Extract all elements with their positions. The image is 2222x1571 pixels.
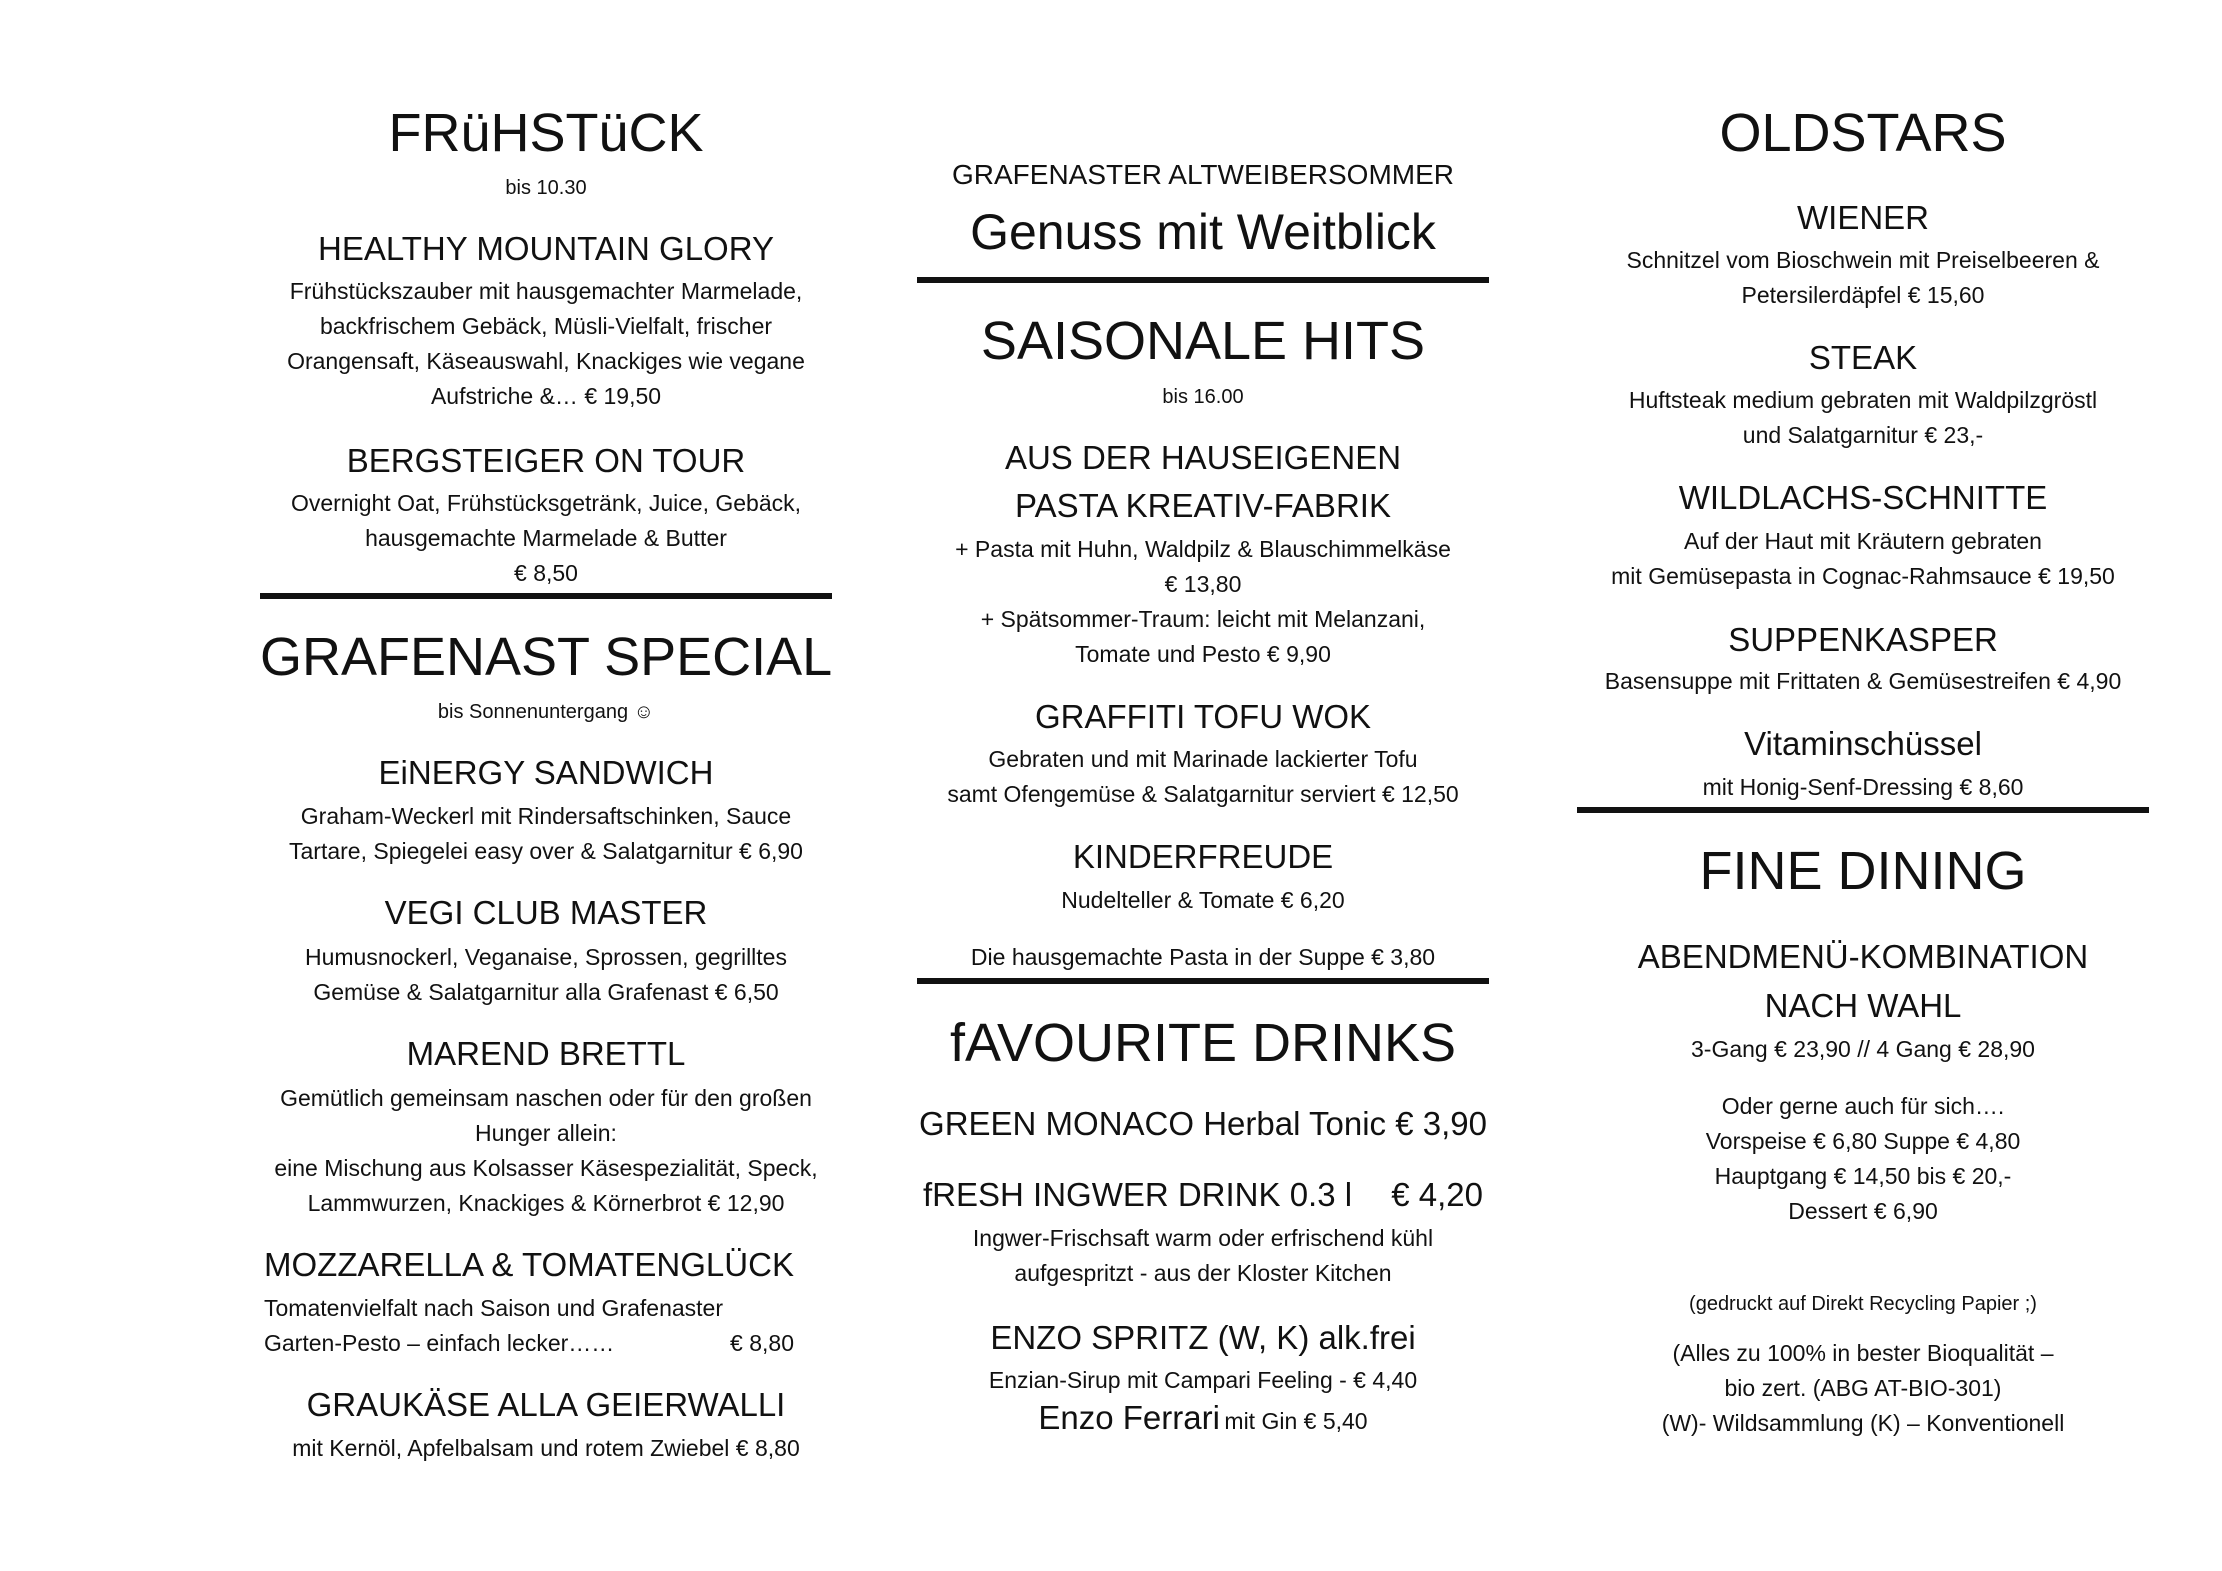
column-right (1577, 0, 2149, 1571)
item-line: € 13,80 (1164, 571, 1242, 597)
item-line: eine Mischung aus Kolsasser Käsespezialität, Speck, (274, 1155, 818, 1181)
divider (917, 978, 1489, 984)
item-line: Oder gerne auch für sich…. (1721, 1093, 2005, 1119)
drink-price: mit Gin € 5,40 (1224, 1408, 1368, 1434)
item-price-row (264, 1326, 794, 1361)
item-line: Gemüse & Salatgarnitur alla Grafenast € 6,50 (313, 979, 779, 1005)
item-line: Gebraten und mit Marinade lackierter Tofu (988, 746, 1418, 772)
item-line: und Salatgarnitur € 23,- (1742, 422, 1984, 448)
section-time: bis 10.30 (505, 177, 587, 199)
item-line: hausgemachte Marmelade & Butter (365, 525, 727, 551)
divider (1577, 807, 2149, 813)
header-title: Genuss mit Weitblick (970, 204, 1436, 260)
item-line: Gemütlich gemeinsam naschen oder für den großen (280, 1085, 812, 1111)
section-time: bis 16.00 (1162, 386, 1244, 408)
print-note: (gedruckt auf Direkt Recycling Papier ;) (1689, 1293, 2037, 1315)
item-name: KINDERFREUDE (1072, 838, 1334, 875)
drink-name: fRESH INGWER DRINK 0.3 l (923, 1176, 1353, 1213)
item-line: Basensuppe mit Frittaten & Gemüsestreifen € 4,90 (1604, 668, 2122, 694)
section-title-fruehstueck: FRüHSTüCK (388, 103, 704, 163)
item-line: Tomatenvielfalt nach Saison und Grafenaster (264, 1295, 723, 1321)
drink-green-monaco: GREEN MONACO Herbal Tonic € 3,90 (919, 1105, 1487, 1142)
item-line: Tartare, Spiegelei easy over & Salatgarnitur € 6,90 (289, 838, 803, 864)
drink-name: ENZO SPRITZ (W, K) alk.frei (990, 1319, 1416, 1356)
item-line: Orangensaft, Käseauswahl, Knackiges wie vegane (287, 348, 805, 374)
item-line: mit Kernöl, Apfelbalsam und rotem Zwiebel € 8,80 (292, 1435, 800, 1461)
section-title-drinks: fAVOURITE DRINKS (949, 1013, 1457, 1073)
item-line: Vorspeise € 6,80 Suppe € 4,80 (1705, 1128, 2021, 1154)
item-name: HEALTHY MOUNTAIN GLORY (318, 230, 774, 267)
item-line: backfrischem Gebäck, Müsli-Vielfalt, frischer (319, 313, 773, 339)
item-name: AUS DER HAUSEIGENEN (1004, 439, 1402, 476)
item-line: Tomate und Pesto € 9,90 (1075, 641, 1331, 667)
item-line: Aufstriche &… € 19,50 (430, 383, 662, 409)
footer-line: (Alles zu 100% in bester Bioqualität – (1672, 1340, 2054, 1366)
item-line: Overnight Oat, Frühstücksgetränk, Juice, Gebäck, (290, 490, 802, 516)
divider (260, 593, 832, 599)
item-line: € 8,50 (514, 560, 578, 586)
item-name: GRAUKÄSE ALLA GEIERWALLI (306, 1386, 786, 1423)
item-line: mit Honig-Senf-Dressing € 8,60 (1702, 774, 2024, 800)
section-title-oldstars: OLDSTARS (1719, 103, 2007, 163)
item-line: 3-Gang € 23,90 // 4 Gang € 28,90 (1691, 1036, 2035, 1062)
item-name: MOZZARELLA & TOMATENGLÜCK (264, 1246, 794, 1283)
footer-line: (W)- Wildsammlung (K) – Konventionell (1661, 1410, 2065, 1436)
item-name: ABENDMENÜ-KOMBINATION (1637, 938, 2089, 975)
drink-enzo-ferrari (917, 1398, 1489, 1445)
item-line: Hauptgang € 14,50 bis € 20,- (1714, 1163, 2012, 1189)
item-line: Ingwer-Frischsaft warm oder erfrischend kühl (972, 1225, 1434, 1251)
item-name: WILDLACHS-SCHNITTE (1678, 479, 2048, 516)
column-left (260, 0, 832, 1571)
item-line: Schnitzel vom Bioschwein mit Preiselbeeren & (1626, 247, 2100, 273)
item-line: Dessert € 6,90 (1788, 1198, 1938, 1224)
item-line: Auf der Haut mit Kräutern gebraten (1684, 528, 2042, 554)
section-title-special: GRAFENAST SPECIAL (260, 627, 833, 687)
item-name: PASTA KREATIV-FABRIK (1015, 487, 1391, 524)
item-line: Enzian-Sirup mit Campari Feeling - € 4,40 (988, 1367, 1418, 1393)
item-line: samt Ofengemüse & Salatgarnitur serviert € 12,50 (947, 781, 1459, 807)
item-name: VEGI CLUB MASTER (384, 894, 708, 931)
item-name: BERGSTEIGER ON TOUR (346, 442, 746, 479)
item-name: EiNERGY SANDWICH (378, 754, 714, 791)
section-title-fine-dining: FINE DINING (1699, 841, 2027, 901)
header-subtitle: GRAFENASTER ALTWEIBERSOMMER (952, 159, 1454, 190)
drink-ingwer-row (923, 1175, 1483, 1215)
drink-price: € 4,20 (1391, 1176, 1483, 1213)
item-line: Graham-Weckerl mit Rindersaftschinken, Sauce (300, 803, 792, 829)
item-name: Vitaminschüssel (1744, 725, 1982, 762)
item-line: Frühstückszauber mit hausgemachter Marmelade, (289, 278, 803, 304)
item-name: GRAFFITI TOFU WOK (1034, 698, 1372, 735)
item-name: NACH WAHL (1764, 987, 1962, 1024)
item-name: STEAK (1808, 339, 1918, 376)
drink-name: Enzo Ferrari (1038, 1399, 1220, 1436)
item-name: MAREND BRETTL (406, 1035, 686, 1072)
item-line: + Spätsommer-Traum: leicht mit Melanzani, (980, 606, 1426, 632)
column-middle (917, 0, 1489, 1571)
section-title-saisonale-hits: SAISONALE HITS (980, 311, 1426, 371)
item-line: + Pasta mit Huhn, Waldpilz & Blauschimmelkäse (955, 536, 1451, 562)
item-line: Garten-Pesto – einfach lecker…… (264, 1330, 615, 1356)
item-line: Humusnockerl, Veganaise, Sprossen, gegrilltes (305, 944, 787, 970)
divider (917, 277, 1489, 283)
item-name: SUPPENKASPER (1728, 621, 1998, 658)
item-name: WIENER (1797, 199, 1929, 236)
item-line: aufgespritzt - aus der Kloster Kitchen (1014, 1260, 1392, 1286)
item-line: mit Gemüsepasta in Cognac-Rahmsauce € 19,50 (1611, 563, 2115, 589)
footer-line: bio zert. (ABG AT-BIO-301) (1724, 1375, 2002, 1401)
section-time: bis Sonnenuntergang ☺ (437, 701, 655, 723)
item-line: Huftsteak medium gebraten mit Waldpilzgröstl (1628, 387, 2098, 413)
item-line: Petersilerdäpfel € 15,60 (1741, 282, 1985, 308)
pasta-note: Die hausgemachte Pasta in der Suppe € 3,80 (970, 944, 1436, 970)
item-price: € 8,80 (730, 1330, 794, 1356)
item-line: Nudelteller & Tomate € 6,20 (1061, 887, 1345, 913)
item-line: Lammwurzen, Knackiges & Körnerbrot € 12,90 (307, 1190, 785, 1216)
item-line: Hunger allein: (475, 1120, 617, 1146)
